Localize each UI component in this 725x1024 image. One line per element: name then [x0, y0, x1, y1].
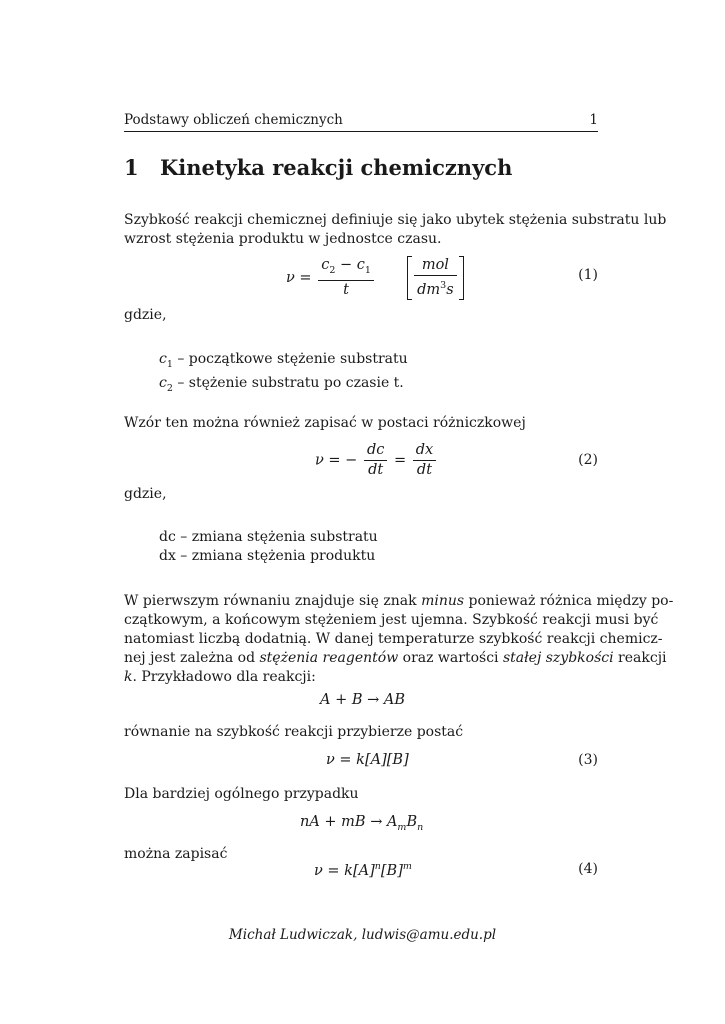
eq2-num-2: dx — [413, 441, 436, 461]
eq1-unit-s: s — [446, 281, 454, 298]
paragraph-2: Wzór ten można również zapisać w postaci różniczkowej — [124, 415, 526, 431]
reaction2-sub-m: m — [397, 821, 407, 833]
eq2-den-2: dt — [416, 462, 433, 478]
eq4-sup-n: n — [374, 861, 381, 872]
def-symbol: c — [159, 351, 167, 367]
eq2-equals: = — [393, 452, 407, 469]
def-subscript: 2 — [166, 382, 173, 394]
eq2-den-1: dt — [368, 462, 384, 478]
equation-1-number: (1) — [578, 267, 598, 283]
eq1-unit-fraction — [414, 256, 457, 300]
eq4-lhs: ν = k[A] — [314, 862, 375, 879]
eq1-lhs: ν = — [286, 269, 312, 286]
para3-line-3: natomiast liczbą dodatnią. W danej temperaturze szybkość reakcji chemicz- — [124, 631, 663, 647]
section-title: Kinetyka reakcji chemicznych — [160, 155, 513, 180]
definition-c2 — [159, 374, 408, 398]
where-1: gdzie, — [124, 307, 167, 323]
para3-emphasis-k: k — [124, 669, 133, 685]
def-symbol: c — [159, 374, 167, 391]
eq1-unit-dm: dm — [417, 281, 441, 298]
para3-text: ponieważ różnica między po- — [464, 593, 674, 609]
def-text: – stężenie substratu po czasie t. — [172, 374, 404, 391]
eq4-sup-m: m — [402, 861, 412, 872]
para3-text: . Przykładowo dla reakcji: — [132, 669, 316, 685]
eq1-unit-exp: 3 — [440, 280, 447, 292]
para3-line-2: czątkowym, a końcowym stężeniem jest ujemna. Szybkość reakcji musi być — [124, 612, 659, 628]
intro-line-2: wzrost stężenia produktu w jednostce czasu. — [124, 231, 442, 247]
eq2-num-1: dc — [364, 441, 387, 461]
section-number: 1 — [124, 155, 139, 180]
equation-3-number: (3) — [578, 752, 598, 768]
eq1-sub-1: 1 — [364, 264, 371, 276]
page-footer: Michał Ludwiczak, ludwis@amu.edu.pl — [228, 927, 497, 943]
para3-text: oraz wartości — [398, 650, 503, 666]
equation-2 — [315, 441, 438, 480]
definition-c1 — [159, 350, 408, 374]
equation-1 — [286, 256, 464, 300]
eq1-c2: c — [321, 257, 330, 273]
para3-line-1 — [124, 592, 674, 611]
eq2-fraction-2 — [413, 441, 436, 480]
def-text: – początkowe stężenie substratu — [172, 351, 408, 367]
page-number: 1 — [589, 112, 598, 128]
reaction2-lhs: nA + mB → A — [300, 814, 398, 830]
equation-3: ν = k[A][B] — [326, 752, 409, 768]
para3-emphasis-minus: minus — [421, 593, 465, 609]
para3-text: W pierwszym równaniu znajduje się znak — [124, 593, 422, 609]
eq2-fraction-1 — [364, 441, 387, 480]
definition-dx: dx – zmiana stężenia produktu — [159, 548, 376, 564]
para3-line-4 — [124, 649, 667, 668]
paragraph-4: równanie na szybkość reakcji przybierze postać — [124, 724, 464, 740]
header-rule — [124, 131, 598, 132]
para3-emphasis-reagents: stężenia reagentów — [259, 650, 399, 666]
para3-text: nej jest zależna od — [124, 650, 260, 666]
equation-4 — [314, 861, 412, 879]
paragraph-6: można zapisać — [124, 846, 228, 862]
eq2-lhs: ν = − — [315, 452, 358, 469]
paragraph-5: Dla bardziej ogólnego przypadku — [124, 786, 359, 802]
reaction-1: A + B → AB — [320, 692, 405, 708]
intro-line-1: Szybkość reakcji chemicznej definiuje się jako ubytek stężenia substratu lub — [124, 212, 667, 228]
definitions-list-1 — [159, 350, 408, 398]
eq4-b: [B] — [380, 862, 403, 879]
para3-emphasis-rate-constant: stałej szybkości — [502, 650, 614, 666]
where-2: gdzie, — [124, 486, 167, 502]
reaction2-b: B — [406, 814, 418, 830]
running-title: Podstawy obliczeń chemicznych — [124, 112, 343, 128]
eq1-unit-bracket — [407, 256, 464, 300]
def-subscript: 1 — [166, 358, 173, 370]
reaction2-sub-n: n — [417, 821, 424, 833]
eq1-sub-2: 2 — [329, 264, 336, 276]
para3-line-5 — [124, 668, 316, 687]
eq1-denominator: t — [343, 281, 349, 298]
equation-2-number: (2) — [578, 452, 598, 468]
section-heading — [124, 155, 512, 180]
eq1-minus-c1: − c — [335, 257, 365, 273]
para3-text: reakcji — [613, 650, 667, 666]
eq1-fraction — [318, 256, 374, 300]
definitions-list-2 — [159, 528, 378, 566]
definition-dc: dc – zmiana stężenia substratu — [159, 529, 378, 545]
running-header — [124, 112, 598, 132]
eq1-unit-mol: mol — [414, 256, 457, 276]
reaction-2 — [300, 814, 423, 833]
equation-4-number: (4) — [578, 861, 598, 877]
